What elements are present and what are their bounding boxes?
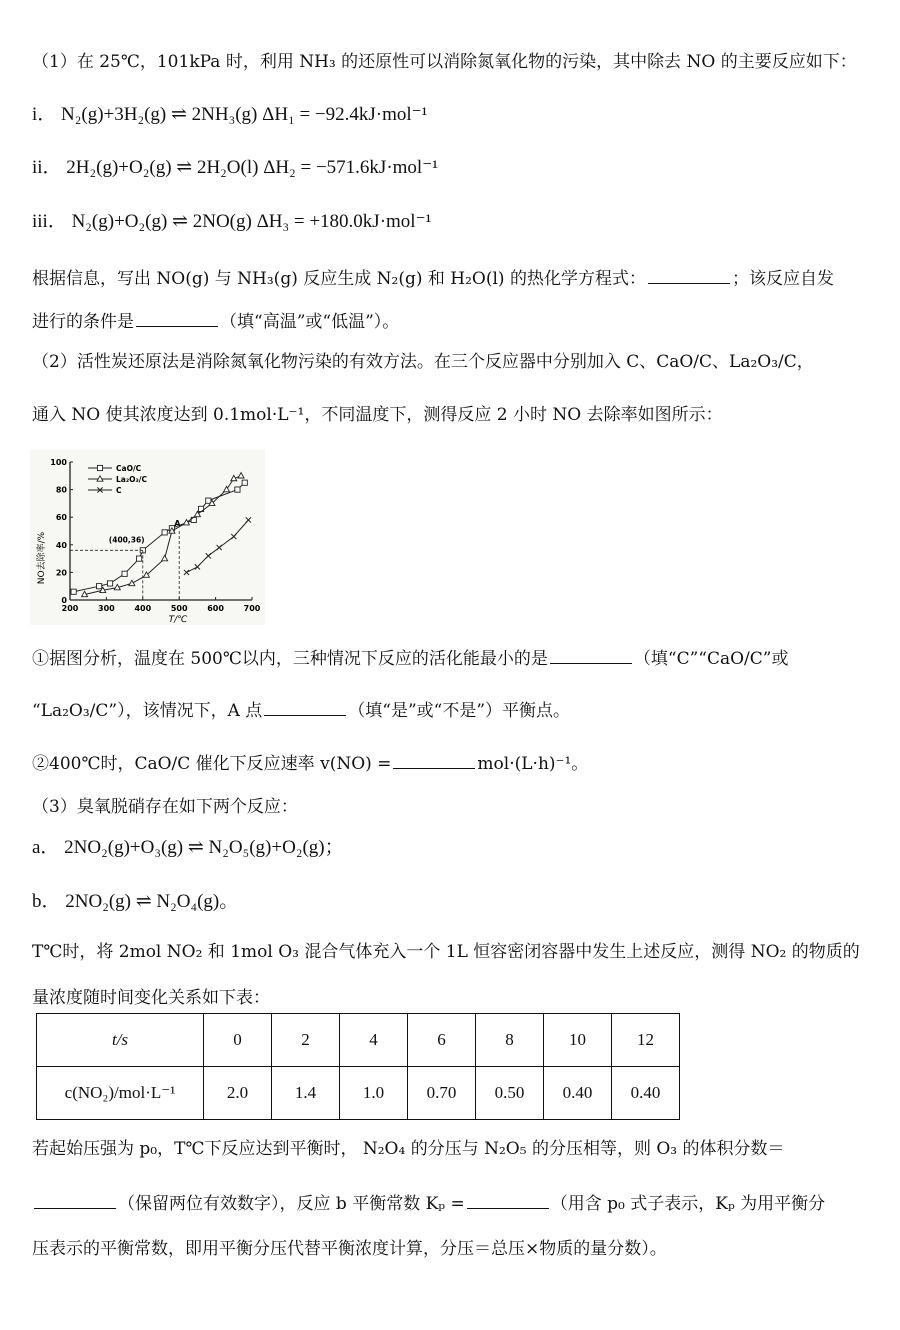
question-2-1-text-c: “La₂O₃/C”），该情况下，A 点 [32, 701, 263, 721]
data-point-square [97, 584, 102, 589]
x-tick-label: 400 [134, 604, 152, 613]
legend-label: C [116, 486, 122, 495]
question-2-1-text-b: （填“C”“CaO/C”或 [633, 649, 789, 669]
data-point-square [122, 571, 127, 576]
table-cell: 2.0 [204, 1067, 272, 1120]
question-1-line-1 [32, 265, 872, 291]
table-cell: 0.50 [476, 1067, 544, 1120]
annotation-a-label: A [174, 519, 181, 528]
x-tick-label: 500 [170, 604, 188, 613]
data-point-square [242, 480, 247, 485]
question-2-2-text-b: mol·(L·h)⁻¹。 [477, 754, 589, 774]
answer-blank-rate[interactable] [393, 750, 475, 769]
question-2-2 [32, 750, 872, 776]
part3-conditions-line-2: 量浓度随时间变化关系如下表： [32, 988, 270, 1008]
part2-intro-line-2: 通入 NO 使其浓度达到 0.1mol·L⁻¹，不同温度下，测得反应 2 小时 NO 去除率如图所示： [32, 405, 723, 425]
part1-intro: （1）在 25℃，101kPa 时，利用 NH₃ 的还原性可以消除氮氧化物的污染，其中除去 NO 的主要反应如下： [32, 52, 857, 72]
question-3-line-1: 若起始压强为 p₀，T℃下反应达到平衡时， N₂O₄ 的分压与 N₂O₅ 的分压相等，则 O₃ 的体积分数＝ [32, 1139, 785, 1159]
y-tick-label: 0 [61, 596, 67, 605]
y-tick-label: 40 [55, 540, 67, 550]
data-point-square [235, 487, 240, 492]
question-3-line-2 [32, 1190, 872, 1216]
x-axis-label: T/℃ [168, 615, 188, 625]
equation-b: b． 2NO₂(g) ⇌ N₂O₄(g)。 [32, 891, 239, 912]
x-tick-label: 600 [207, 604, 224, 613]
table-row-time [37, 1014, 680, 1067]
table-cell: 2 [272, 1014, 340, 1067]
answer-blank-point-a[interactable] [264, 697, 346, 716]
table-cell: 12 [612, 1014, 680, 1067]
question-1-text-d: （填“高温”或“低温”）。 [220, 312, 400, 332]
y-tick-label: 20 [55, 568, 67, 578]
question-1-text-a: 根据信息，写出 NO(g) 与 NH₃(g) 反应生成 N₂(g) 和 H₂O(l) 的热化学方程式： [32, 269, 646, 289]
x-tick-label: 700 [243, 604, 261, 613]
question-3-text-b: （用含 p₀ 式子表示，Kₚ 为用平衡分 [550, 1194, 826, 1214]
table-cell: 4 [340, 1014, 408, 1067]
question-2-2-text-a: ②400℃时，CaO/C 催化下反应速率 v(NO) = [32, 754, 392, 774]
data-point-square [107, 581, 112, 586]
table-cell: 0 [204, 1014, 272, 1067]
part3-conditions-line-1: T℃时，将 2mol NO₂ 和 1mol O₃ 混合气体充入一个 1L 恒容密闭容器中发生上述反应，测得 NO₂ 的物质的 [32, 942, 860, 962]
question-1-text-b: ；该反应自发 [731, 269, 834, 289]
y-axis-label: NO去除率/% [37, 531, 47, 585]
question-3-line-3: 压表示的平衡常数，即用平衡分压代替平衡浓度计算，分压＝总压×物质的量分数）。 [32, 1239, 667, 1259]
table-header-concentration: c(NO₂)/mol·L⁻¹ [37, 1067, 204, 1120]
table-cell: 0.40 [612, 1067, 680, 1120]
question-2-1-line-2 [32, 697, 872, 723]
data-point-square [71, 589, 76, 594]
x-tick-label: 200 [61, 604, 79, 613]
no-removal-chart [30, 450, 265, 625]
answer-blank-thermo-eq[interactable] [648, 265, 730, 284]
answer-blank-condition[interactable] [136, 308, 218, 327]
data-point-square [97, 465, 102, 470]
y-tick-label: 80 [55, 485, 67, 495]
answer-blank-min-ea[interactable] [550, 645, 632, 664]
equation-i: i． N₂(g)+3H₂(g) ⇌ 2NH₃(g) ΔH₁ = −92.4kJ·mol⁻¹ [32, 104, 428, 125]
part3-intro: （3）臭氧脱硝存在如下两个反应： [32, 797, 298, 817]
table-cell: 1.0 [340, 1067, 408, 1120]
legend-label: CaO/C [116, 464, 142, 473]
question-2-1-text-d: （填“是”或“不是”）平衡点。 [348, 701, 571, 721]
table-row-concentration [37, 1067, 680, 1120]
equation-ii: ii． 2H₂(g)+O₂(g) ⇌ 2H₂O(l) ΔH₂ = −571.6kJ·mol⁻¹ [32, 157, 438, 178]
legend-label: La₂O₃/C [116, 475, 148, 484]
table-cell: 0.70 [408, 1067, 476, 1120]
equation-iii: iii． N₂(g)+O₂(g) ⇌ 2NO(g) ΔH₃ = +180.0kJ·mol⁻¹ [32, 211, 432, 232]
question-2-1-line-1 [32, 645, 872, 671]
x-tick-label: 300 [98, 604, 115, 613]
table-header-time: t/s [37, 1014, 204, 1067]
table-cell: 8 [476, 1014, 544, 1067]
y-tick-label: 100 [50, 458, 67, 467]
annotation-point-label: (400,36) [108, 535, 145, 545]
y-tick-label: 60 [55, 513, 67, 523]
part2-intro-line-1: （2）活性炭还原法是消除氮氧化物污染的有效方法。在三个反应器中分别加入 C、CaO/C、La₂O₃/C， [32, 352, 814, 372]
table-cell: 10 [544, 1014, 612, 1067]
question-1-text-c: 进行的条件是 [32, 312, 134, 332]
table-cell: 0.40 [544, 1067, 612, 1120]
table-cell: 1.4 [272, 1067, 340, 1120]
question-2-1-text-a: ①据图分析，温度在 500℃以内，三种情况下反应的活化能最小的是 [32, 649, 548, 669]
concentration-table [36, 1013, 680, 1120]
data-point-square [162, 530, 167, 535]
equation-a: a． 2NO₂(g)+O₃(g) ⇌ N₂O₅(g)+O₂(g)； [32, 837, 344, 858]
question-1-line-2 [32, 308, 872, 334]
answer-blank-o3-fraction[interactable] [34, 1190, 116, 1209]
question-3-text-a: （保留两位有效数字），反应 b 平衡常数 Kₚ = [118, 1194, 465, 1214]
answer-blank-kp[interactable] [467, 1190, 549, 1209]
table-cell: 6 [408, 1014, 476, 1067]
data-point-square [206, 498, 211, 503]
data-point-square [137, 556, 142, 561]
